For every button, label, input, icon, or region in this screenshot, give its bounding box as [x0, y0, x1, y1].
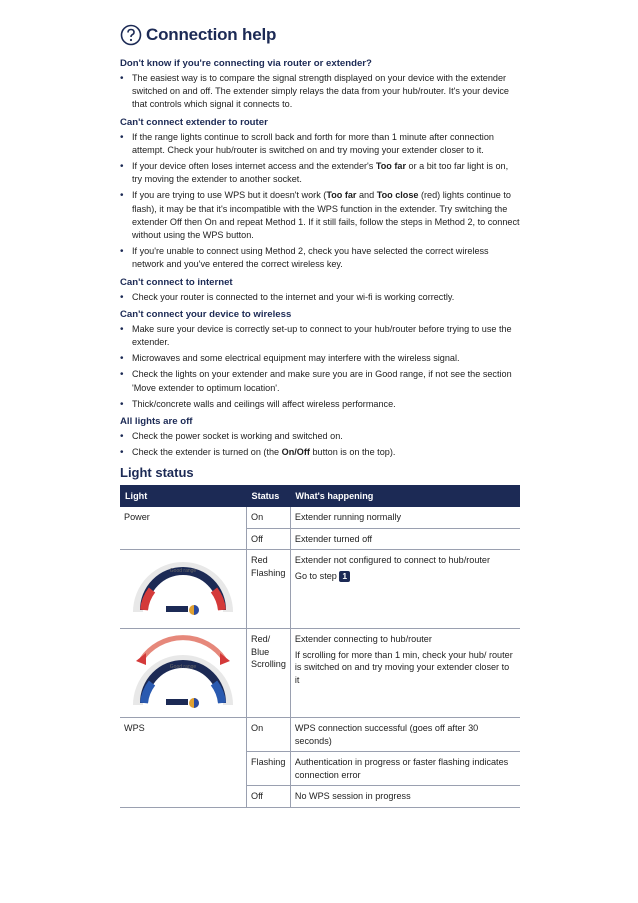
list-item: • Check the extender is turned on (the On/Off button is on the top). [120, 446, 520, 459]
desc-text-2: If scrolling for more than 1 min, check your hub/ router is switched on and try moving your extender closer to it [294, 649, 513, 685]
section-heading: All lights are off [120, 416, 193, 428]
arrow-right-icon [220, 653, 230, 665]
list-item: • If your device often loses internet access and the extender's Too far or a bit too far light is on, try moving the extender to another socket. [120, 160, 520, 186]
list-item: • The easiest way is to compare the signal strength displayed on your device with the extender switched on and off. The extender simply relays the data from your hub/router. It's your device that controls which signal it connects to. [120, 72, 520, 112]
light-status-table [120, 485, 520, 808]
table-row [120, 718, 520, 752]
section-heading: Don't know if you're connecting via router or extender? [120, 58, 372, 69]
table-row [120, 752, 520, 786]
gauge-figure-cell [120, 550, 247, 629]
col-status: Status [247, 485, 291, 507]
status-cell: Red Flashing [247, 550, 291, 629]
range-gauge-red-flashing [128, 556, 238, 622]
desc-cell [290, 550, 520, 629]
list-item: • Microwaves and some electrical equipment may interfere with the wireless signal. [120, 352, 520, 365]
heading-row [120, 24, 520, 46]
table-row [120, 507, 520, 528]
help-section [120, 416, 520, 459]
arrow-left-icon [136, 653, 146, 665]
range-gauge-scrolling [128, 635, 238, 711]
help-section [120, 309, 520, 411]
desc-cell: No WPS session in progress [290, 786, 520, 808]
light-name: WPS [124, 723, 145, 734]
col-light: Light [120, 485, 247, 507]
bullet-list [120, 323, 520, 411]
list-item: • If you are trying to use WPS but it doesn't work (Too far and Too close (red) lights continue to flash), it may be that it's incompatible with the WPS function in the extender. Try switching the extender Off then On and repeat Method 1. If it still fails, follow the steps in Method 2, to connect without using the WPS button. [120, 189, 520, 242]
table-row [120, 786, 520, 808]
help-icon [120, 24, 142, 46]
gauge-good-range-label: Good range [169, 664, 197, 671]
go-to-step [295, 570, 516, 583]
desc-cell: WPS connection successful (goes off after 30 seconds) [290, 718, 520, 752]
list-item: • Make sure your device is correctly set-up to connect to your hub/router before trying to use the extender. [120, 323, 520, 349]
table-header-row [120, 485, 520, 507]
status-cell: On [247, 507, 291, 528]
table-row [120, 629, 520, 718]
list-item: • Check the power socket is working and switched on. [120, 430, 520, 443]
bullet-list [120, 291, 520, 304]
status-cell: Red/ Blue Scrolling [247, 629, 291, 718]
desc-text: Extender not configured to connect to hub/router [294, 555, 491, 566]
status-cell: Flashing [247, 752, 291, 786]
step-badge: 1 [339, 571, 350, 582]
list-item: • Check your router is connected to the internet and your wi-fi is working correctly. [120, 291, 520, 304]
desc-cell: Extender running normally [290, 507, 520, 528]
bullet-list [120, 430, 520, 459]
desc-cell: Extender turned off [290, 528, 520, 550]
section-heading: Can't connect your device to wireless [120, 308, 292, 320]
list-item: • If you're unable to connect using Method 2, check you have selected the correct wireless network and you've entered the correct wireless key. [120, 245, 520, 271]
section-heading: Can't connect to internet [120, 276, 233, 288]
help-sections [120, 58, 520, 459]
status-cell: Off [247, 786, 291, 808]
gauge-figure-cell [120, 629, 247, 718]
light-name: Power [124, 512, 150, 523]
bullet-list [120, 72, 520, 112]
list-item: • Check the lights on your extender and make sure you are in Good range, if not see the section 'Move extender to optimum location'. [120, 368, 520, 394]
status-cell: On [247, 718, 291, 752]
page-title: Connection help [146, 25, 277, 44]
section-heading: Can't connect extender to router [120, 116, 268, 128]
help-section [120, 277, 520, 304]
page [120, 24, 520, 808]
list-item: • Thick/concrete walls and ceilings will affect wireless performance. [120, 398, 520, 411]
light-status-heading: Light status [120, 465, 194, 481]
bullet-list [120, 131, 520, 272]
desc-cell [290, 629, 520, 718]
help-section [120, 58, 520, 112]
table-row [120, 528, 520, 550]
go-to-step-text: Go to step [294, 570, 337, 581]
gauge-good-range-label: Good range [169, 568, 197, 575]
desc-cell: Authentication in progress or faster flashing indicates connection error [290, 752, 520, 786]
table-row [120, 550, 520, 629]
desc-text: Extender connecting to hub/router [294, 634, 432, 645]
status-cell: Off [247, 528, 291, 550]
help-section [120, 117, 520, 272]
list-item: • If the range lights continue to scroll back and forth for more than 1 minute after connection attempt. Check your hub/router is switched on and try moving your extender closer to it. [120, 131, 520, 157]
col-whats-happening: What's happening [290, 485, 520, 507]
